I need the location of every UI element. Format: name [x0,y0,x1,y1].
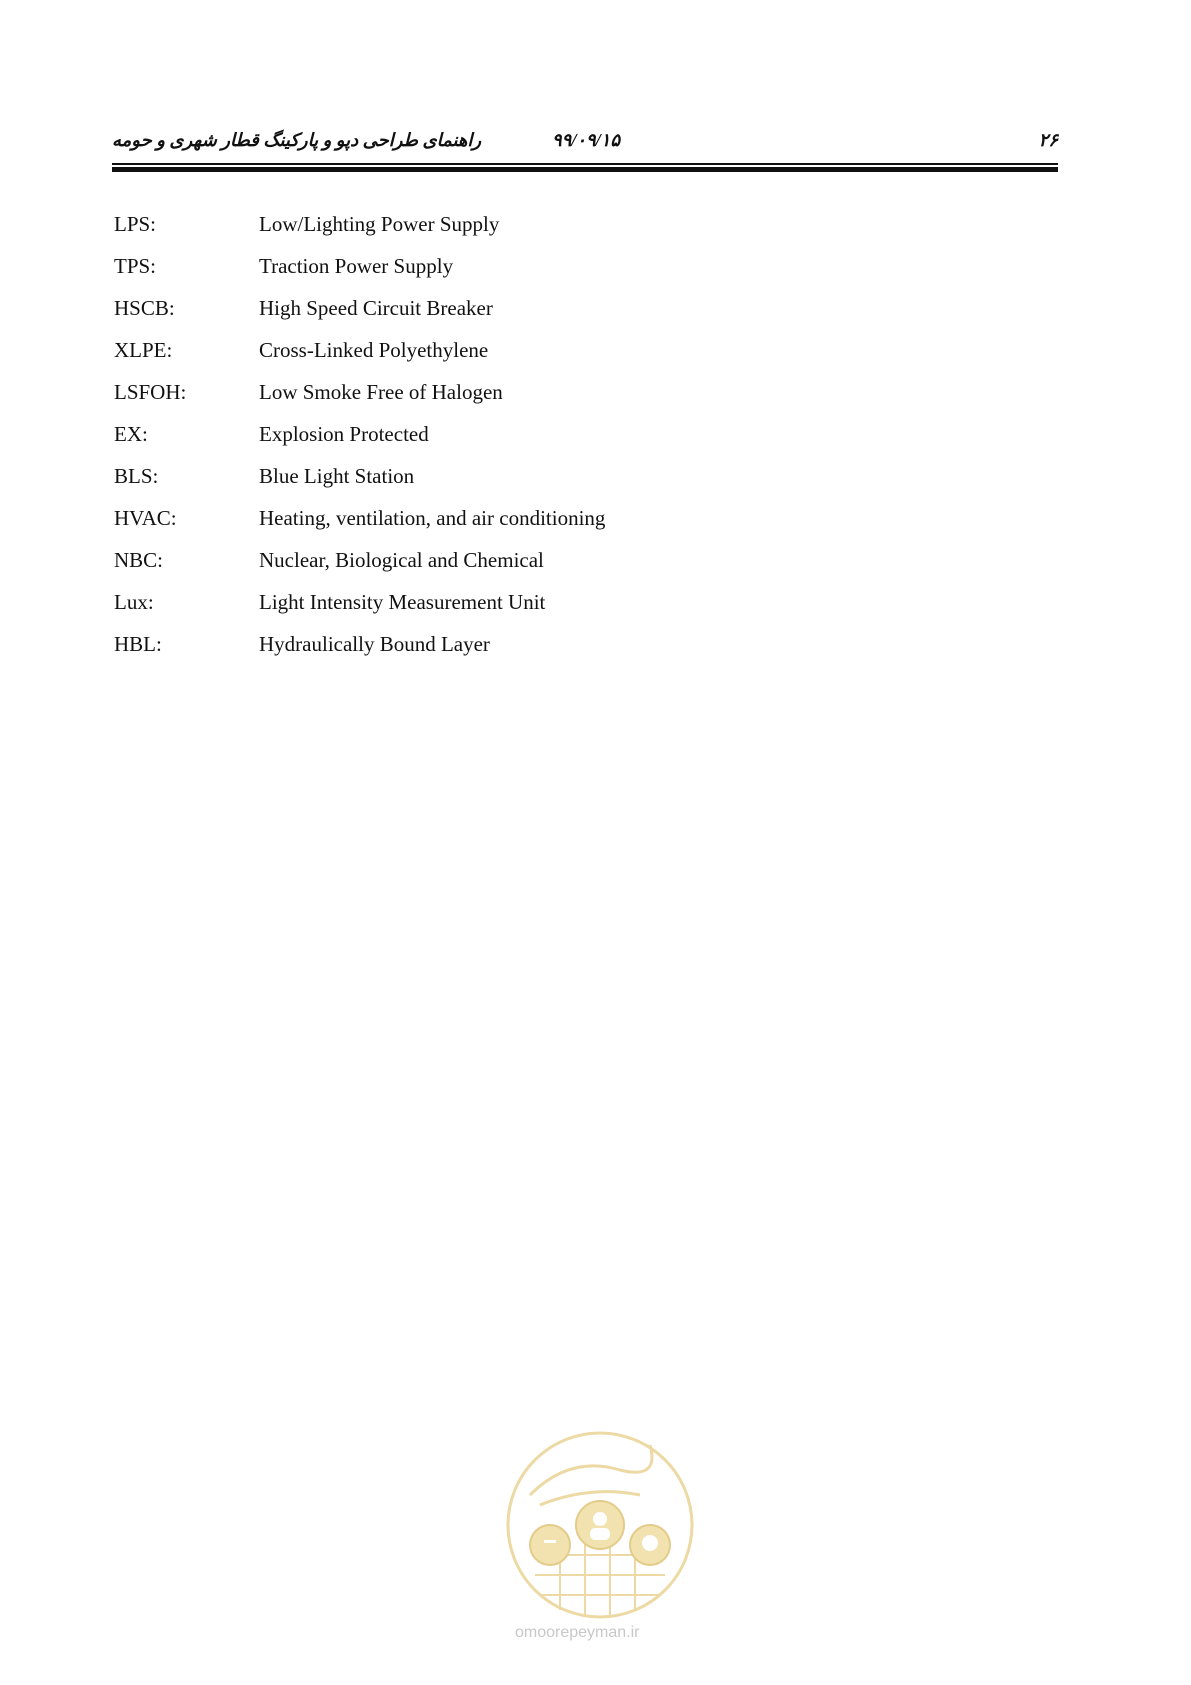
abbreviation-definition: Cross-Linked Polyethylene [259,338,489,362]
watermark-url: omoorepeyman.ir [515,1624,640,1641]
abbreviation-term: HSCB: [114,296,175,320]
abbreviation-term: XLPE: [114,338,173,362]
abbreviation-definition: Traction Power Supply [259,254,454,278]
header-rule-thick [112,167,1058,172]
abbreviation-term: LSFOH: [114,380,187,404]
abbreviation-term: TPS: [114,254,157,278]
page-header [112,128,1058,158]
abbreviation-row [114,296,814,338]
abbreviation-definition: Hydraulically Bound Layer [259,632,490,656]
header-rule-thin [112,163,1058,165]
header-title: راهنمای طراحی دپو و پارکینگ قطار شهری و حومه [112,130,482,150]
abbreviation-definition: Explosion Protected [259,422,429,446]
page-number: ۲۶ [1038,130,1058,150]
abbreviation-definition: Heating, ventilation, and air conditioning [259,506,606,530]
abbreviation-row [114,338,814,380]
abbreviation-definition: Blue Light Station [259,464,415,488]
abbreviation-list [114,212,814,674]
abbreviation-row [114,422,814,464]
abbreviation-row [114,548,814,590]
abbreviation-term: HVAC: [114,506,177,530]
abbreviation-row [114,380,814,422]
abbreviation-row [114,632,814,674]
abbreviation-term: HBL: [114,632,162,656]
abbreviation-term: Lux: [114,590,154,614]
watermark-logo [500,1425,700,1655]
abbreviation-row [114,590,814,632]
abbreviation-definition: Low Smoke Free of Halogen [259,380,503,404]
abbreviation-row [114,506,814,548]
abbreviation-row [114,464,814,506]
abbreviation-row [114,212,814,254]
abbreviation-term: BLS: [114,464,159,488]
header-date: ۹۹/۰۹/۱۵ [552,130,621,150]
watermark-logo-icon [500,1425,700,1625]
abbreviation-definition: High Speed Circuit Breaker [259,296,493,320]
abbreviation-term: NBC: [114,548,164,572]
abbreviation-definition: Light Intensity Measurement Unit [259,590,546,614]
abbreviation-row [114,254,814,296]
abbreviation-definition: Low/Lighting Power Supply [259,212,500,236]
abbreviation-definition: Nuclear, Biological and Chemical [259,548,544,572]
abbreviation-term: LPS: [114,212,157,236]
abbreviation-term: EX: [114,422,148,446]
